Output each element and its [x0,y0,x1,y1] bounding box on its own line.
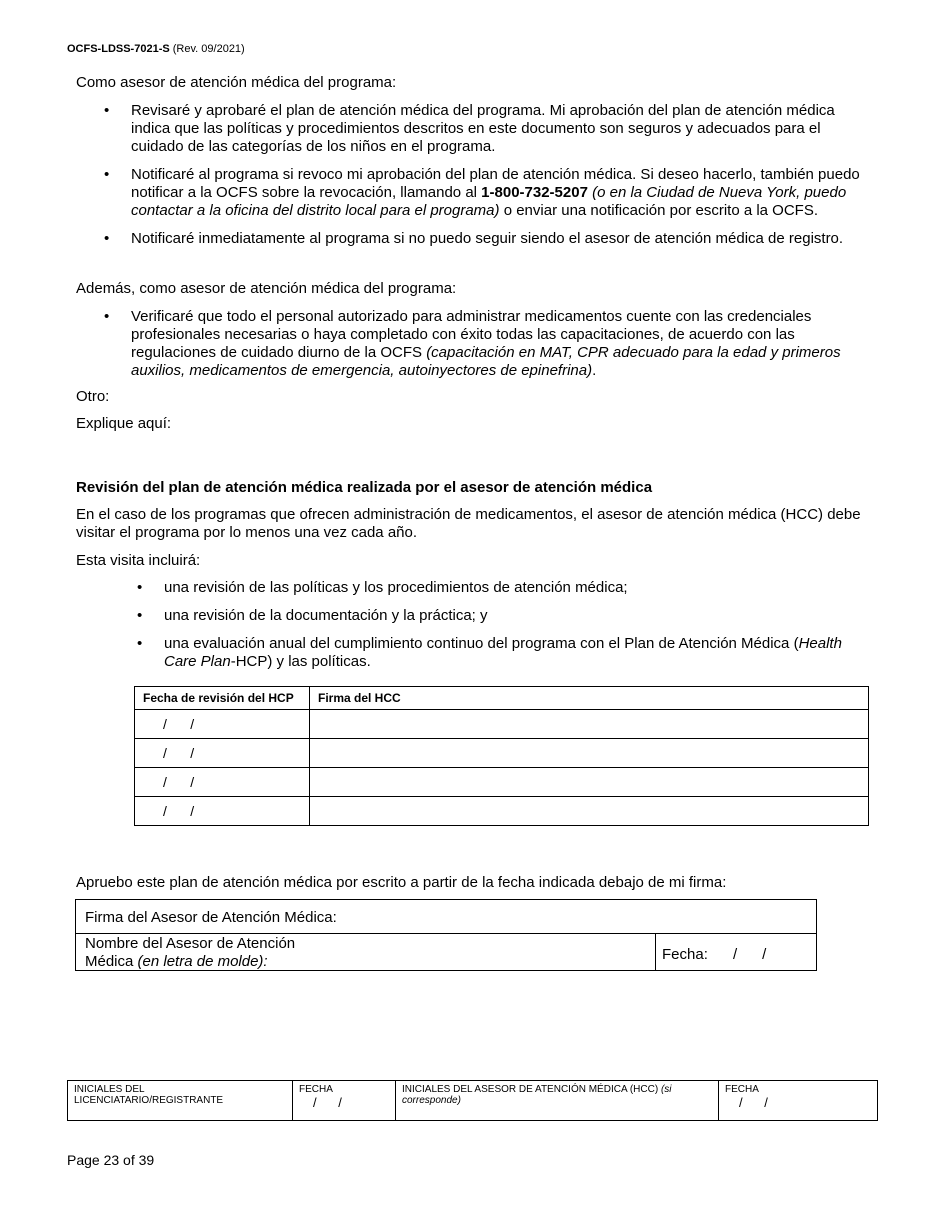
col-hcc-signature: Firma del HCC [310,687,869,710]
page-number: Page 23 of 39 [67,1152,155,1168]
explain-label: Explique aquí: [76,415,172,432]
duty-item-text: Verificaré que todo el personal autorizado para administrar medicamentos cuente con las credenciales profesionales necesarias o haya completado con éxito todas las capacitaciones, de acuerdo con las regulaciones de cuidado diurno de la OCFS [131,308,812,361]
duty-item-text: (capacitación en MAT, CPR adecuado para la edad y primeros auxilios, medicamentos de emergencia, autoinyectores de epinefrina) [131,344,841,379]
table-row [135,797,869,826]
hcc-signature-label: Firma del Asesor de Atención Médica: [85,909,337,926]
review-paragraph: En el caso de los programas que ofrecen administración de medicamentos, el asesor de atención médica (HCC) debe visitar el programa por lo menos una vez cada año. [76,506,861,541]
bullet-icon: • [137,579,143,596]
visit-intro: Esta visita incluirá: [76,552,201,569]
bullet-icon: • [104,230,110,247]
bullet-icon: • [137,607,143,624]
initials-footer [67,1080,878,1121]
approval-statement: Apruebo este plan de atención médica por escrito a partir de la fecha indicada debajo de mi firma: [76,874,727,891]
hcc-signature-cell[interactable] [310,797,869,826]
hcc-signature-cell[interactable] [310,710,869,739]
duty-item-text: (o en la Ciudad de Nueva York, puedo contactar a la oficina del distrito local para el programa) [131,184,847,219]
bullet-icon: • [104,308,110,325]
intro-text-2: Además, como asesor de atención médica del programa: [76,280,457,297]
table-row [135,768,869,797]
visit-item [137,607,874,625]
duty-item-text: Revisaré y aprobaré el plan de atención médica del programa. Mi aprobación del plan de atención médica indica que las políticas y procedimientos descritos en este documento son seguros y adecuados para el cuidado de las categorías de los niños en el programa. [131,102,835,155]
licensee-initials-cell[interactable] [68,1081,293,1121]
approval-date-field[interactable] [655,933,817,971]
date2-cell[interactable] [719,1081,878,1121]
duty-item [104,166,871,220]
form-revision: (Rev. 09/2021) [172,43,245,55]
approval-date-label: Fecha: [662,946,708,963]
visit-item-text: una evaluación anual del cumplimiento continuo del programa con el Plan de Atención Médica ( [164,635,799,652]
visit-item [137,579,874,597]
date1-label: FECHA [299,1084,333,1095]
review-date-cell[interactable]: / / [135,768,310,797]
hcc-signature-cell[interactable] [310,768,869,797]
bullet-icon: • [104,166,110,183]
licensee-initials-label: INICIALES DEL LICENCIATARIO/REGISTRANTE [74,1084,224,1106]
review-date-cell[interactable]: / / [135,710,310,739]
hcc-initials-note: (si corresponde) [402,1084,672,1106]
duty-item-text: Notificaré inmediatamente al programa si no puedo seguir siendo el asesor de atención médica de registro. [131,230,844,247]
other-label: Otro: [76,388,110,405]
hcc-signature-cell[interactable] [310,739,869,768]
hcc-initials-label: INICIALES DEL ASESOR DE ATENCIÓN MÉDICA (HCC) [402,1084,659,1095]
date1-cell[interactable] [293,1081,396,1121]
review-heading: Revisión del plan de atención médica realizada por el asesor de atención médica [76,479,653,496]
visit-item [137,635,874,671]
bullet-icon: • [104,102,110,119]
hcc-signature-field[interactable] [75,899,817,934]
hcc-name-field[interactable] [75,933,656,971]
duty-item-text: o enviar una notificación por escrito a la OCFS. [499,202,819,219]
col-review-date: Fecha de revisión del HCP [135,687,310,710]
duty-item-text: Notificaré al programa si revoco mi aprobación del plan de atención médica. Si deseo hacerlo, también puedo notificar a la OCFS sobre la revocación, llamando al [131,166,860,201]
review-date-cell[interactable]: / / [135,739,310,768]
intro-text-1: Como asesor de atención médica del programa: [76,74,397,91]
hcc-name-label-2: Médica [85,953,134,970]
date2-placeholder: / / [739,1095,768,1110]
visit-item-text: -HCP) y las políticas. [230,653,371,670]
hcp-review-table [134,686,869,826]
table-row [135,739,869,768]
hcc-duties-list [104,102,871,248]
approval-date-placeholder: / / [733,946,767,963]
visit-items-list [137,579,874,671]
hcc-additional-duties-list [104,308,876,380]
visit-item-text: una revisión de las políticas y los procedimientos de atención médica; [164,579,628,596]
form-code: OCFS-LDSS-7021-S [67,43,170,55]
form-id [67,43,245,55]
hcc-name-label: Nombre del Asesor de Atención [85,935,296,952]
hcc-name-label-note: (en letra de molde): [137,953,268,970]
duty-item [104,230,871,248]
hcc-initials-cell[interactable] [396,1081,719,1121]
visit-item-text: Health Care Plan [164,635,842,670]
bullet-icon: • [137,635,143,652]
date2-label: FECHA [725,1084,759,1095]
table-row [135,710,869,739]
date1-placeholder: / / [313,1095,342,1110]
visit-item-text: una revisión de la documentación y la práctica; y [164,607,488,624]
review-date-cell[interactable]: / / [135,797,310,826]
duty-item [104,102,871,156]
duty-item-text: . [592,362,597,379]
duty-item-text: 1-800-732-5207 [481,184,588,201]
duty-item [104,308,876,380]
